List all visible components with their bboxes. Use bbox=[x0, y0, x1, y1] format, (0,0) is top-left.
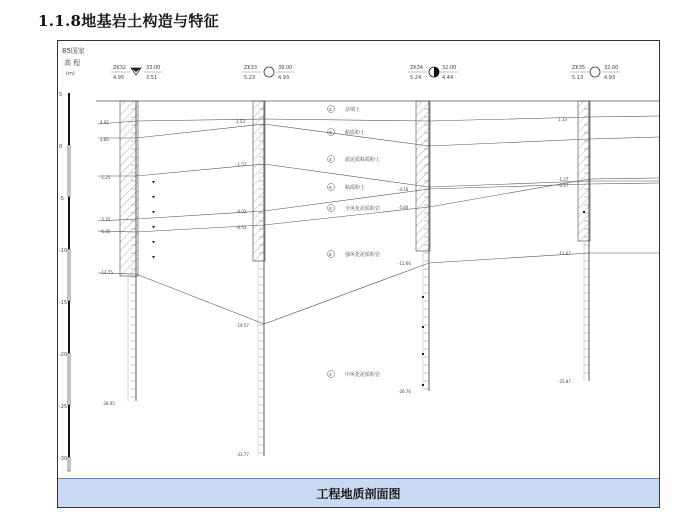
elevation-tick-label: 0 bbox=[59, 144, 63, 150]
layer-label-4 bbox=[328, 184, 366, 192]
borehole-water-level: 4.44 bbox=[442, 75, 454, 81]
elevation-scale-bar bbox=[68, 93, 70, 471]
borehole-column-zk35 bbox=[578, 101, 590, 381]
layer-code: ⑤ bbox=[328, 206, 333, 211]
borehole-id: ZK35 bbox=[572, 65, 586, 71]
depth-label: -6.85 bbox=[100, 229, 111, 234]
layer-label-6 bbox=[328, 251, 381, 259]
borehole-depth: 32.00 bbox=[604, 65, 619, 71]
borehole-water-level: 4.93 bbox=[278, 75, 290, 81]
layer-code: ③ bbox=[328, 157, 333, 162]
depth-label: 4.95 bbox=[100, 120, 109, 125]
elevation-tick-label: -15 bbox=[59, 300, 68, 306]
borehole-column-zk33 bbox=[253, 101, 265, 456]
depth-label: -25.87 bbox=[558, 379, 571, 384]
borehole-elevation: 5.23 bbox=[244, 75, 256, 81]
elevation-axis-title-line2: 高 程 bbox=[64, 59, 81, 67]
depth-label: -4.03 bbox=[236, 209, 247, 214]
depth-labels-zk32 bbox=[100, 120, 115, 406]
borehole-depth: 39.00 bbox=[278, 65, 293, 71]
layer-name: 中风化泥质粉岩 bbox=[345, 372, 381, 378]
sample-marker-icon bbox=[152, 211, 155, 214]
elevation-tick-label: -30 bbox=[59, 456, 68, 462]
depth-labels-zk33 bbox=[236, 119, 249, 457]
depth-label: 1.33 bbox=[558, 117, 567, 122]
borehole-elevation: 4.95 bbox=[113, 75, 125, 81]
borehole-header-zk32 bbox=[111, 65, 162, 81]
elevation-axis-title bbox=[62, 46, 85, 77]
depth-label: 2.53 bbox=[236, 119, 245, 124]
depth-label: -4.16 bbox=[398, 187, 409, 192]
boundary-1-2 bbox=[98, 116, 659, 124]
layer-name: 粘质粉土 bbox=[345, 185, 366, 191]
depth-label: -28.05 bbox=[102, 401, 115, 406]
depth-label: -1.57 bbox=[236, 162, 247, 167]
sample-marker-icon bbox=[152, 241, 155, 244]
elevation-axis-title-line1: 85国家 bbox=[62, 47, 85, 55]
layer-code: ① bbox=[328, 107, 333, 112]
boundary-4-5 bbox=[98, 183, 659, 221]
borehole-id: ZK33 bbox=[244, 65, 258, 71]
layer-code: ② bbox=[328, 130, 333, 135]
borehole-depth: 33.00 bbox=[146, 65, 161, 71]
boundary-5-6 bbox=[98, 178, 659, 232]
depth-label: -3.17 bbox=[558, 183, 569, 188]
elevation-tick-label: -10 bbox=[59, 248, 68, 254]
depth-label: -11.66 bbox=[398, 261, 411, 266]
sample-marker-icon bbox=[422, 353, 424, 355]
sample-marker-icon bbox=[422, 296, 424, 298]
depth-label: -6.53 bbox=[236, 225, 247, 230]
sample-marker-icon bbox=[152, 196, 155, 199]
layer-code: ⑦ bbox=[328, 372, 333, 377]
sample-marker-icon bbox=[152, 226, 155, 229]
sample-marker-icon bbox=[152, 256, 155, 259]
elevation-tick-label: 5 bbox=[59, 92, 63, 98]
geological-profile-drawing bbox=[58, 41, 659, 479]
layer-name: 杂填土 bbox=[345, 107, 361, 113]
borehole-circle-icon bbox=[590, 67, 600, 77]
borehole-circle-icon bbox=[264, 67, 274, 77]
borehole-water-level: 3.51 bbox=[146, 75, 158, 81]
elevation-tick-label: -20 bbox=[59, 352, 68, 358]
layer-label-3 bbox=[328, 156, 381, 164]
depth-label: -1.25 bbox=[100, 175, 111, 180]
depth-label: 2.85 bbox=[100, 137, 109, 142]
boundary-6-7 bbox=[98, 253, 659, 324]
sample-marker-icon bbox=[422, 326, 424, 328]
borehole-id: ZK32 bbox=[113, 65, 127, 71]
layer-label-1 bbox=[328, 106, 361, 114]
depth-label: -11.67 bbox=[558, 251, 571, 256]
boundary-2-3 bbox=[98, 124, 659, 146]
depth-label: -1.27 bbox=[558, 177, 569, 182]
borehole-id: ZK34 bbox=[410, 65, 424, 71]
layer-name: 粘质粉土 bbox=[345, 130, 366, 136]
layer-name: 强风化泥质粉岩 bbox=[345, 252, 381, 258]
layer-label-5 bbox=[328, 205, 381, 213]
layer-label-7 bbox=[328, 371, 381, 379]
borehole-header-zk35 bbox=[570, 65, 620, 81]
sample-marker-icon bbox=[422, 384, 424, 386]
depth-labels-zk35 bbox=[558, 117, 571, 384]
borehole-column-zk32 bbox=[120, 101, 138, 401]
sample-marker-icon bbox=[583, 211, 585, 213]
borehole-elevation: 5.13 bbox=[572, 75, 584, 81]
layer-name: 淤泥质粘质粉土 bbox=[345, 157, 381, 163]
layer-name: 全风化泥质粉岩 bbox=[345, 206, 381, 212]
borehole-header-zk34 bbox=[408, 65, 458, 81]
layer-code: ④ bbox=[328, 185, 333, 190]
depth-label: -5.75 bbox=[100, 217, 111, 222]
borehole-elevation: 5.24 bbox=[410, 75, 422, 81]
depth-label: -33.77 bbox=[236, 452, 249, 457]
borehole-water-level: 4.93 bbox=[604, 75, 616, 81]
sample-marker-icon bbox=[152, 181, 155, 184]
boundary-3-4 bbox=[98, 164, 659, 187]
depth-label: -5.84 bbox=[398, 205, 409, 210]
elevation-tick-labels bbox=[59, 92, 67, 462]
elevation-tick-label: -25 bbox=[59, 404, 68, 410]
section-heading: 1.1.8地基岩土构造与特征 bbox=[38, 12, 219, 30]
layer-code: ⑥ bbox=[328, 252, 333, 257]
depth-label: -19.57 bbox=[236, 323, 249, 328]
profile-figure bbox=[57, 40, 660, 508]
layer-boundaries bbox=[98, 116, 659, 324]
depth-label: -13.75 bbox=[100, 270, 113, 275]
depth-label: -26.76 bbox=[398, 389, 411, 394]
depth-labels-zk34 bbox=[398, 187, 411, 394]
elevation-tick-label: -5 bbox=[59, 196, 64, 202]
layer-label-2 bbox=[328, 129, 366, 137]
figure-caption: 工程地质剖面图 bbox=[58, 478, 659, 507]
borehole-header-zk33 bbox=[242, 65, 294, 81]
borehole-depth: 32.00 bbox=[442, 65, 457, 71]
elevation-axis-unit: (m) bbox=[66, 71, 75, 77]
